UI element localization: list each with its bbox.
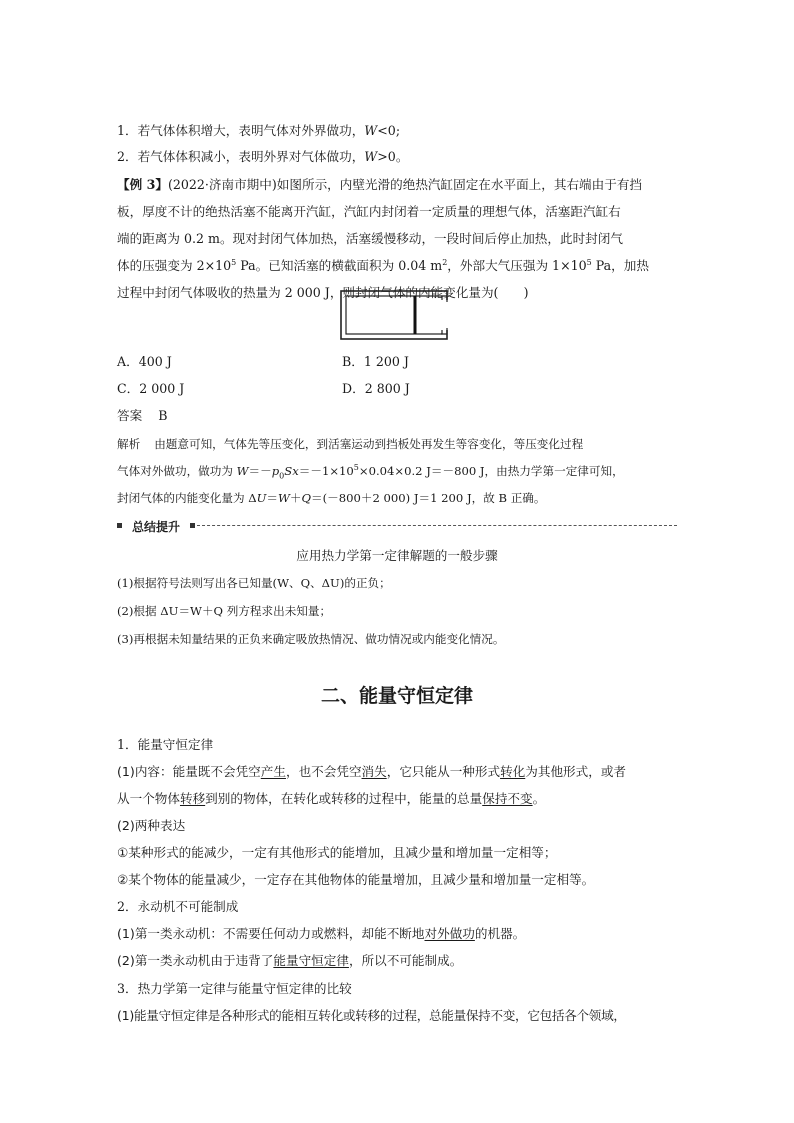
summary-square-icon — [117, 523, 122, 528]
analysis-text-2g: ＝－1×10 — [298, 464, 354, 478]
section-form-2: ②某个物体的能量减少，一定存在其他物体的能量增加，且减少量和增加量一定相等。 — [117, 872, 595, 887]
underlined-term: 转移 — [179, 791, 206, 806]
analysis-text-2i: ×0.04×0.2 J＝－800 J，由热力学第一定律可知， — [358, 464, 624, 478]
cylinder-piston-figure — [340, 290, 452, 344]
example-tag: 【例 3】 — [117, 177, 168, 192]
symbol-q: Q — [301, 491, 312, 505]
underlined-term: 产生 — [260, 764, 286, 779]
section-perpetual-2 — [117, 953, 462, 969]
section-form-1: ①某种形式的能减少，一定有其他形式的能增加，且减少量和增加量一定相等； — [117, 845, 557, 860]
exponent: 5 — [353, 463, 359, 473]
section-heading: 二、能量守恒定律 — [320, 685, 473, 707]
section-item-2: 2．永动机不可能制成 — [117, 899, 239, 914]
symbol-w: W — [236, 464, 249, 478]
answer-value: B — [158, 408, 168, 423]
option-d[interactable]: D．2 800 J — [342, 381, 410, 396]
option-a[interactable]: A．400 J — [117, 354, 172, 369]
exponent: 5 — [586, 257, 592, 267]
example-line-5: 过程中封闭气体吸收的热量为 2 000 J，则封闭气体的内能变化量为( ) — [117, 285, 529, 300]
section-content-line-1 — [117, 764, 626, 780]
content-text: 到别的物体，在转化或转移的过程中，能量的总量 — [205, 791, 483, 806]
content-text: 。 — [532, 791, 546, 806]
content-text: ，所以不可能制成。 — [348, 953, 463, 968]
analysis-line-1 — [117, 436, 583, 452]
summary-bar — [117, 518, 677, 534]
content-text: ，它只能从一种形式 — [386, 764, 501, 779]
summary-label: 总结提升 — [132, 520, 181, 534]
example-line-3: 端的距离为 0.2 m。现对封闭气体加热，活塞缓慢移动，一段时间后停止加热，此时封闭气 — [117, 231, 623, 246]
cylinder-opening — [441, 300, 449, 330]
content-text: 的机器。 — [474, 926, 526, 941]
section-content-line-2 — [117, 791, 545, 807]
content-text: ，也不会凭空 — [285, 764, 362, 779]
analysis-line-3 — [117, 490, 546, 506]
content-text: (2)第一类永动机由于违背了 — [117, 953, 274, 968]
rule-2-line — [117, 149, 408, 165]
section-item-3: 3．热力学第一定律与能量守恒定律的比较 — [117, 981, 352, 996]
content-text: (1)内容：能量既不会凭空 — [117, 764, 261, 779]
underlined-term: 对外做功 — [424, 926, 475, 941]
analysis-text-3e: ＋ — [289, 491, 302, 505]
summary-step-1: (1)根据符号法则写出各已知量(W、Q、ΔU)的正负； — [117, 576, 391, 590]
section-two-forms: (2)两种表达 — [117, 818, 186, 833]
content-text: (1)第一类永动机：不需要任何动力或燃料，却能不断地 — [117, 926, 425, 941]
example-line-4 — [117, 258, 649, 274]
option-c[interactable]: C．2 000 J — [117, 381, 185, 396]
rule-2-symbol: W — [364, 149, 378, 164]
rule-2-text: 2．若气体体积减小，表明外界对气体做功， — [117, 149, 365, 164]
rule-1-line — [117, 123, 400, 139]
symbol-w: W — [277, 491, 290, 505]
analysis-line-2 — [117, 463, 624, 479]
example-text-4c: ，外部大气压强为 1×10 — [447, 258, 587, 273]
analysis-text-1: 由题意可知，气体先等压变化，到活塞运动到挡板处再发生等容变化，等压变化过程 — [154, 437, 584, 451]
rule-2-tail: >0。 — [377, 149, 409, 164]
summary-square-icon — [190, 523, 195, 528]
analysis-text-2c: ＝－ — [248, 464, 272, 478]
answer-line — [117, 408, 167, 424]
rule-1-tail: <0; — [377, 123, 401, 138]
content-text: 从一个物体 — [117, 791, 180, 806]
section-item-1: 1．能量守恒定律 — [117, 737, 214, 752]
cylinder-outer-wall — [341, 291, 447, 339]
symbol-u: U — [256, 491, 267, 505]
summary-title: 应用热力学第一定律解题的一般步骤 — [296, 548, 498, 563]
section-comparison-1: (1)能量守恒定律是各种形式的能相互转化或转移的过程，总能量保持不变，它包括各个领域， — [117, 1008, 626, 1023]
example-source: (2022·济南市期中) — [167, 177, 277, 192]
summary-divider — [197, 525, 677, 526]
analysis-text-3a: 封闭气体的内能变化量为 Δ — [117, 491, 257, 505]
symbol-sx: Sx — [284, 464, 299, 478]
rule-1-symbol: W — [364, 123, 378, 138]
analysis-text-3c: ＝ — [266, 491, 278, 505]
option-b[interactable]: B．1 200 J — [342, 354, 409, 369]
answer-label: 答案 — [117, 408, 143, 423]
summary-step-2: (2)根据 ΔU＝W＋Q 列方程求出未知量； — [117, 604, 332, 618]
analysis-text-3g: ＝(－800＋2 000) J＝1 200 J，故 B 正确。 — [311, 491, 546, 505]
analysis-text-2a: 气体对外做功，做功为 — [117, 464, 237, 478]
summary-step-3: (3)再根据未知量结果的正负来确定吸放热情况、做功情况或内能变化情况。 — [117, 632, 505, 646]
content-text: 为其他形式，或者 — [525, 764, 626, 779]
example-text-4a: 体的压强变为 2×10 — [117, 258, 232, 273]
example-text-4b: Pa。已知活塞的横截面积为 0.04 m — [236, 258, 443, 273]
section-perpetual-1 — [117, 926, 525, 942]
subscript: 0 — [279, 471, 285, 481]
underlined-term: 转化 — [500, 764, 526, 779]
example-text-4d: Pa，加热 — [591, 258, 649, 273]
example-line-1 — [117, 177, 642, 193]
underlined-term: 保持不变 — [482, 791, 533, 806]
underlined-term: 消失 — [361, 764, 387, 779]
analysis-label: 解析 — [117, 437, 141, 451]
example-text-1: 如图所示，内壁光滑的绝热汽缸固定在水平面上，其右端由于有挡 — [276, 177, 643, 192]
symbol-p: p — [271, 464, 280, 478]
example-line-2: 板，厚度不计的绝热活塞不能离开汽缸，汽缸内封闭着一定质量的理想气体，活塞距汽缸右 — [117, 204, 621, 219]
exponent: 5 — [231, 257, 237, 267]
exponent: 2 — [442, 257, 448, 267]
underlined-term: 能量守恒定律 — [273, 953, 349, 968]
cylinder-inner-wall — [346, 296, 442, 334]
rule-1-text: 1．若气体体积增大，表明气体对外界做功， — [117, 123, 365, 138]
